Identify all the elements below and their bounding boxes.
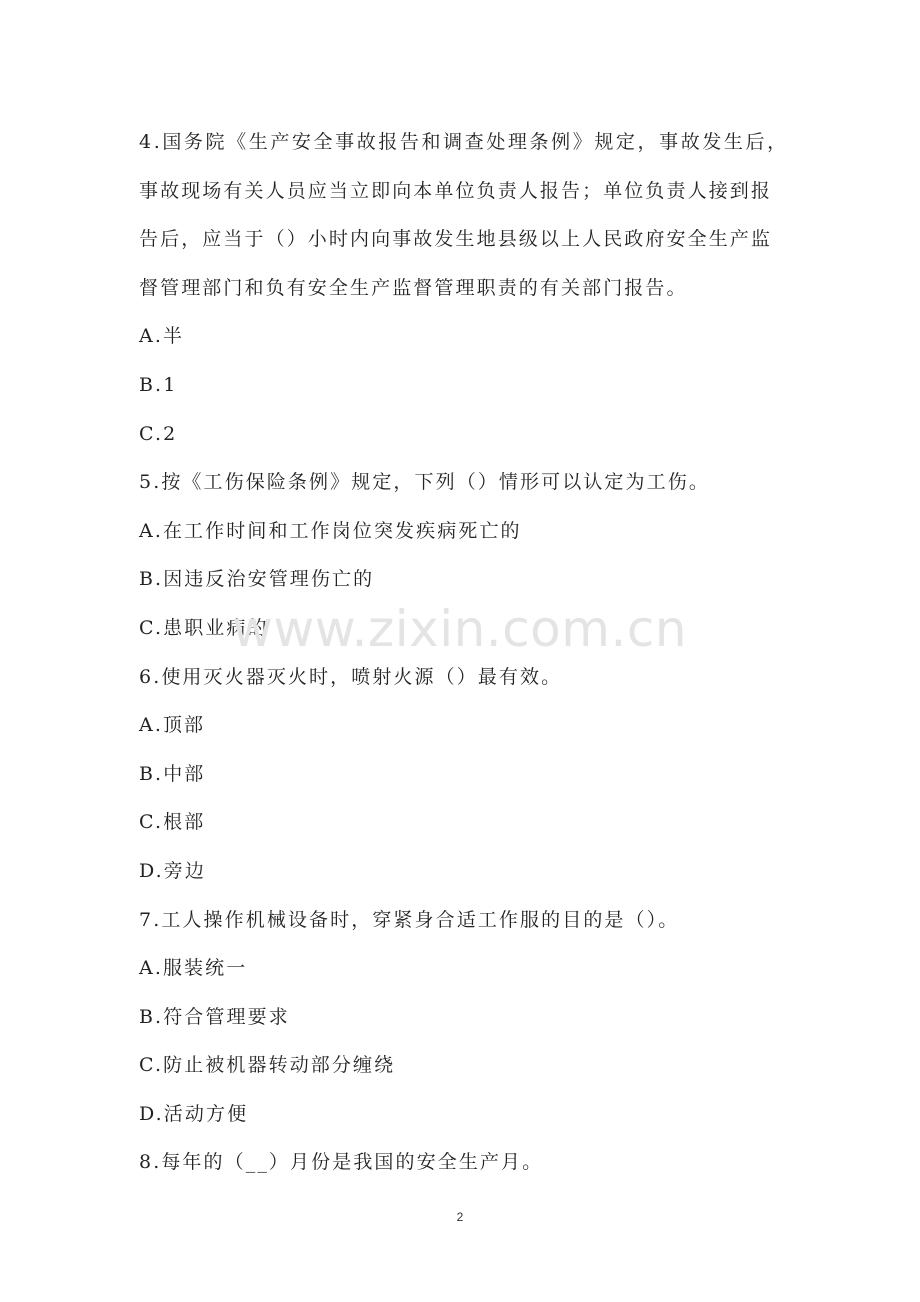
answer-option: B.中部 [139,762,206,785]
question-4 [139,118,799,458]
answer-option: D.旁边 [139,859,206,882]
question-6 [139,653,799,896]
question-text-line: 6.使用灭火器灭火时，喷射火源（）最有效。 [139,665,563,688]
question-text-line: 8.每年的（__）月份是我国的安全生产月。 [139,1151,544,1174]
page-number: 2 [456,1210,464,1224]
answer-option: C.根部 [139,811,206,834]
answer-option: C.患职业病的 [139,616,269,639]
answer-option: A.服装统一 [139,957,248,980]
question-text-line: 7.工人操作机械设备时，穿紧身合适工作服的目的是（）。 [139,908,680,931]
answer-option: D.活动方便 [139,1102,249,1125]
answer-option: A.半 [139,325,185,348]
answer-option: A.顶部 [139,714,206,737]
answer-option: C.2 [139,422,178,445]
answer-option: C.防止被机器转动部分缠绕 [139,1054,396,1077]
watermark: www.zixin.com.cn [232,600,688,658]
question-text-line: 事故现场有关人员应当立即向本单位负责人报告；单位负责人接到报 [139,179,773,202]
question-text-line: 5.按《工伤保险条例》规定，下列（）情形可以认定为工伤。 [139,471,710,494]
question-text-line: 督管理部门和负有安全生产监督管理职责的有关部门报告。 [139,276,688,299]
answer-option: B.符合管理要求 [139,1005,290,1028]
question-text-line: 告后，应当于（）小时内向事故发生地县级以上人民政府安全生产监 [139,228,773,251]
answer-option: A.在工作时间和工作岗位突发疾病死亡的 [139,519,522,542]
question-text-line: 4.国务院《生产安全事故报告和调查处理条例》规定，事故发生后， [139,131,789,153]
answer-option: B.1 [139,373,178,396]
question-7 [139,896,799,1139]
question-8 [139,1138,799,1187]
answer-option: B.因违反治安管理伤亡的 [139,568,375,591]
